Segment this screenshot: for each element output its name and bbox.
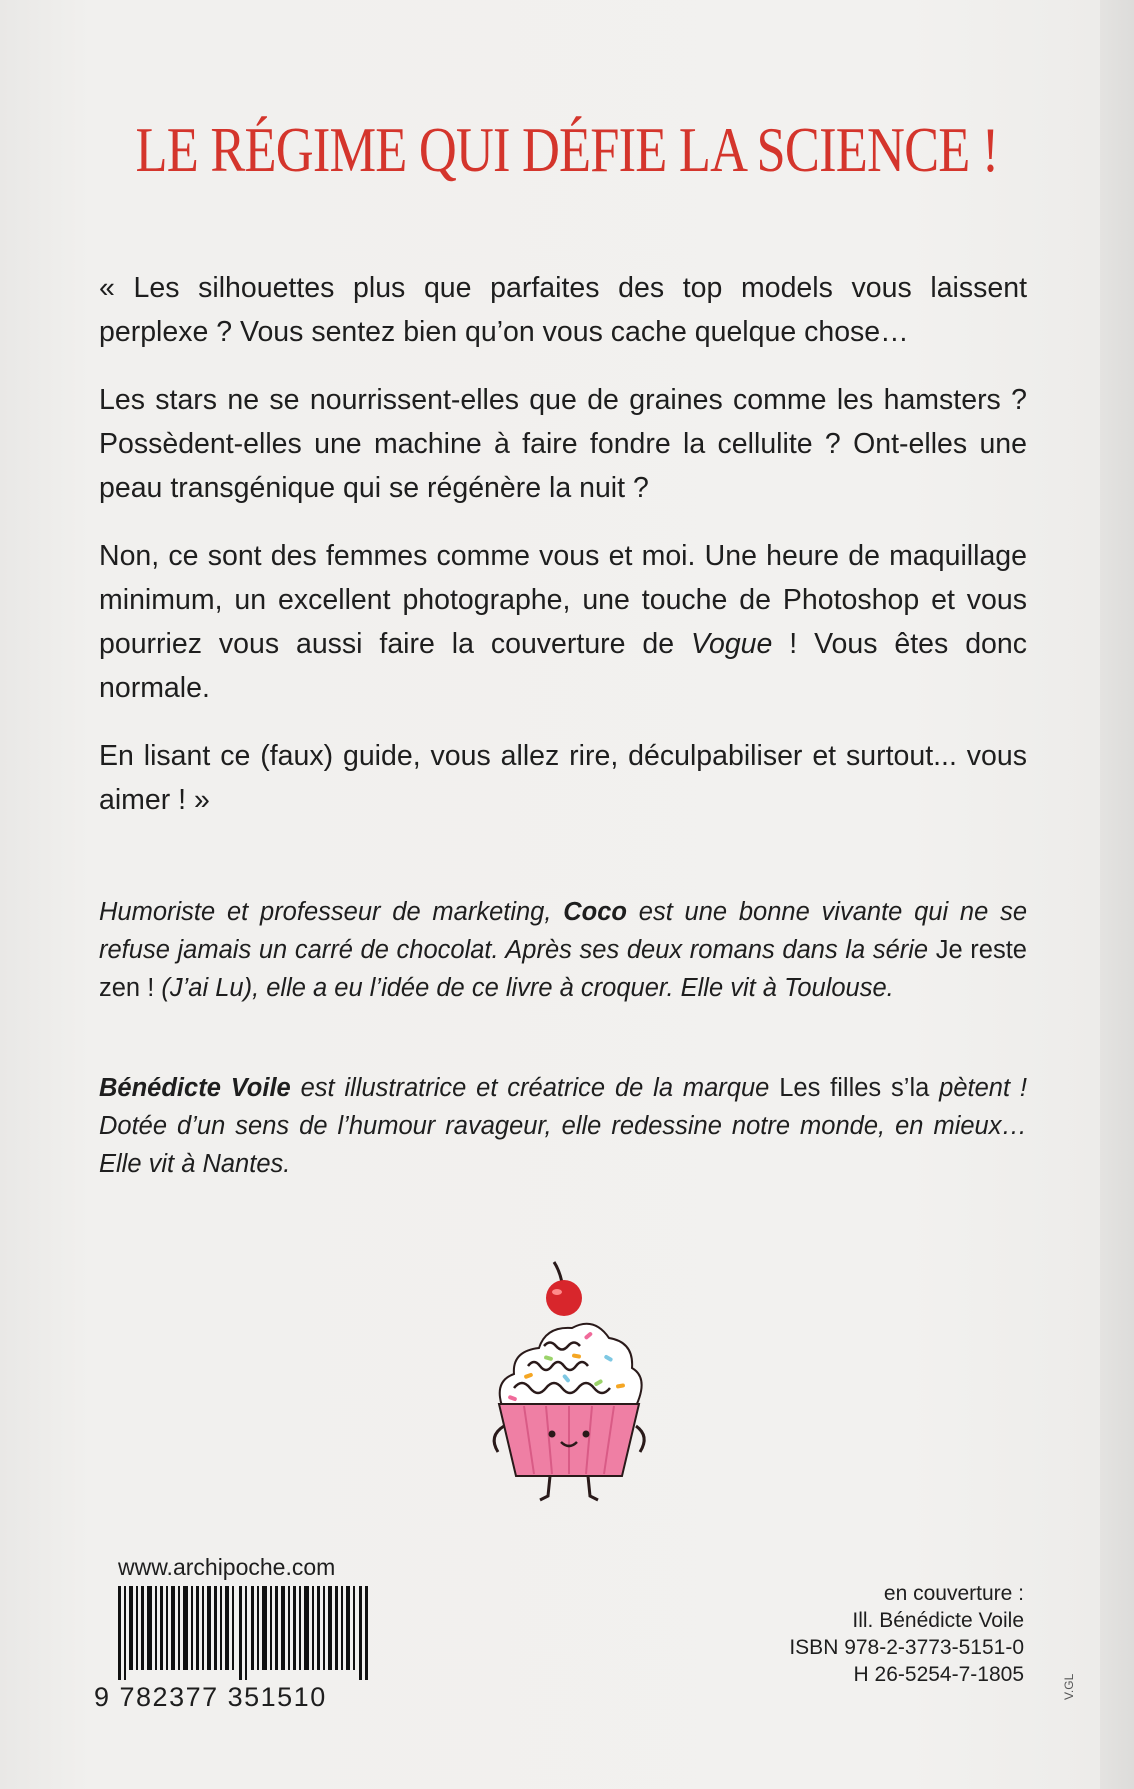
magazine-name: Vogue bbox=[691, 628, 773, 660]
blurb-paragraph-1: « Les silhouettes plus que parfaites des top models vous laissent perplexe ? Vous sentez bien qu’on vous cache quelque chose… bbox=[99, 272, 1027, 348]
bio-benedicte-middle: est illustratrice et créatrice de la marque bbox=[290, 1074, 780, 1102]
brand-name: Les filles s’la bbox=[779, 1074, 930, 1102]
bio-benedicte-rest: pètent ! Dotée d’un sens de l’humour ravageur, elle redessine notre monde, en mieux… Elle vit à Nantes. bbox=[99, 1074, 1028, 1178]
credits-heading: en couverture : bbox=[883, 1582, 1024, 1605]
blurb-paragraph-3 bbox=[99, 534, 1027, 710]
author-bio-benedicte bbox=[99, 1069, 1027, 1183]
author-name-benedicte: Bénédicte Voile bbox=[99, 1074, 291, 1102]
bio-coco-publisher: (J’ai Lu), elle a eu l’idée de ce livre à croquer. Elle vit à Toulouse. bbox=[154, 974, 894, 1002]
barcode-icon bbox=[118, 1586, 368, 1680]
product-code: H 26-5254-7-1805 bbox=[853, 1663, 1024, 1686]
spine-edge bbox=[1100, 0, 1134, 1789]
isbn: ISBN 978-2-3773-5151-0 bbox=[789, 1636, 1024, 1659]
series-name: Je reste zen ! bbox=[99, 936, 1027, 1002]
illustration-credit: Ill. Bénédicte Voile bbox=[852, 1609, 1024, 1632]
headline: LE RÉGIME QUI DÉFIE LA SCIENCE ! bbox=[135, 114, 999, 185]
bio-coco-middle: est une bonne vivante qui ne se refuse jamais un carré de chocolat. Après ses deux romans dans la série bbox=[99, 898, 1028, 964]
cupcake-illustration bbox=[484, 1256, 654, 1506]
barcode-number: 9 782377 351510 bbox=[94, 1682, 327, 1712]
blurb-paragraph-2: Les stars ne se nourrissent-elles que de graines comme les hamsters ? Possèdent-elles une machine à faire fondre la cellulite ? Ont-elles une peau transgénique qui se régénère la nuit ? bbox=[99, 384, 1027, 504]
author-bio-coco bbox=[99, 893, 1027, 1007]
author-name-coco: Coco bbox=[563, 898, 627, 926]
publisher-website: www.archipoche.com bbox=[118, 1554, 336, 1580]
blurb-p3-text: Non, ce sont des femmes comme vous et moi. Une heure de maquillage minimum, un excellent photographe, une touche de Photoshop et vous pourriez vous aussi faire la couverture de bbox=[99, 540, 1027, 660]
cherry-shape bbox=[546, 1280, 582, 1316]
blurb-paragraph-4: En lisant ce (faux) guide, vous allez rire, déculpabiliser et surtout... vous aimer ! » bbox=[99, 740, 1027, 816]
bio-coco-intro: Humoriste et professeur de marketing, bbox=[99, 898, 564, 926]
blurb-p3-end: ! Vous êtes donc normale. bbox=[99, 628, 1027, 704]
spine-code: V.GL bbox=[1062, 1673, 1076, 1700]
cover-credits bbox=[789, 1580, 1024, 1688]
